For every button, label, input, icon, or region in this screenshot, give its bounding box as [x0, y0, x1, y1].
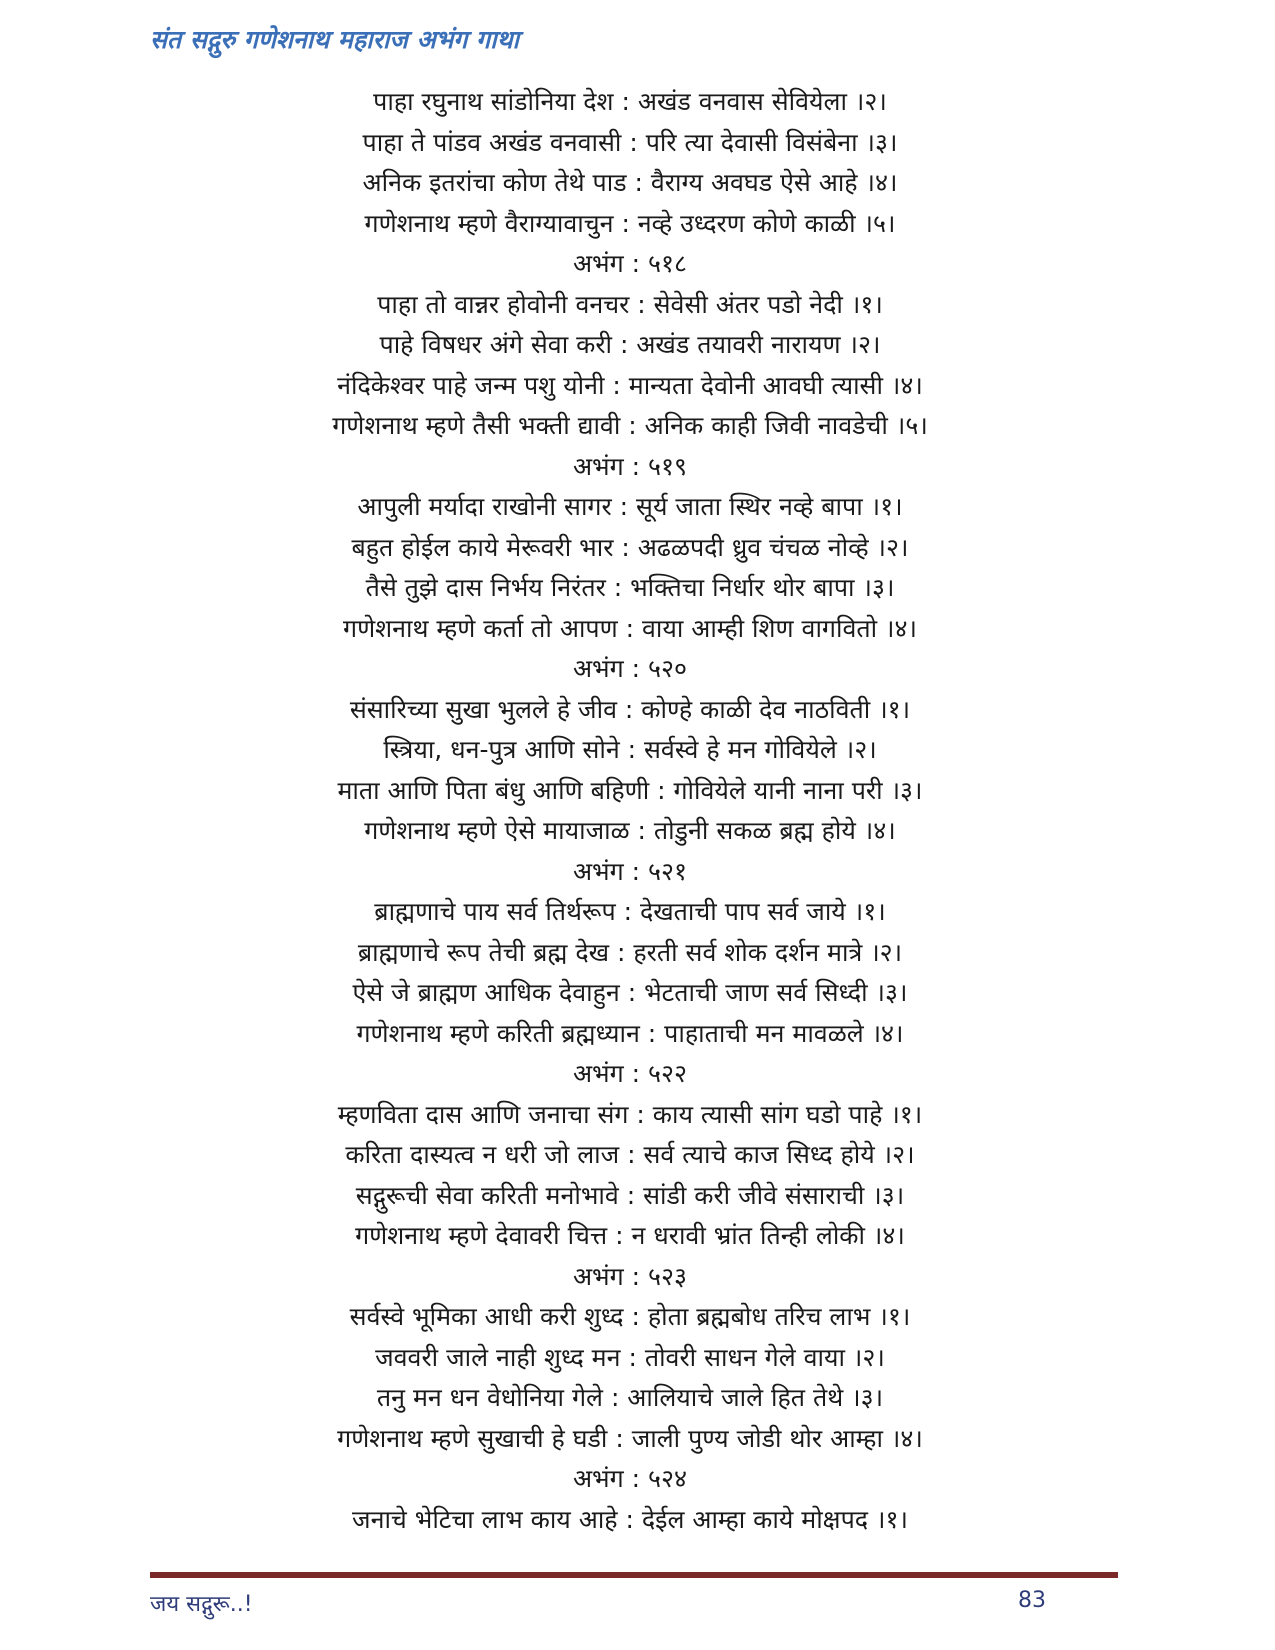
- verse-line: संसारिच्या सुखा भुलले हे जीव : कोण्हे काळी देव नाठविती ।१।: [349, 694, 911, 724]
- verse-line: जनाचे भेटिचा लाभ काय आहे : देईल आम्हा काये मोक्षपद ।१।: [352, 1504, 908, 1534]
- verse-line: सर्वस्वे भूमिका आधी करी शुध्द : होता ब्रह्मबोध तरिच लाभ ।१।: [349, 1302, 911, 1331]
- verse-line: गणेशनाथ म्हणे देवावरी चित्त : न धरावी भ्रांत तिन्ही लोकी ।४।: [355, 1221, 905, 1250]
- verse-line: सद्गुरूची सेवा करिती मनोभावे : सांडी करी जीवे संसाराची ।३।: [355, 1180, 905, 1210]
- verse-line: म्हणविता दास आणि जनाचा संग : काय त्यासी सांग घडो पाहे ।१।: [337, 1099, 923, 1129]
- verse-line: गणेशनाथ म्हणे करिती ब्रह्मध्यान : पाहाताची मन मावळले ।४।: [356, 1018, 904, 1048]
- abhang-heading: अभंग : ५१८: [572, 249, 688, 278]
- verse-line: गणेशनाथ म्हणे कर्ता तो आपण : वाया आम्ही शिण वागवितो ।४।: [343, 613, 917, 643]
- verse-line: अनिक इतरांचा कोण तेथे पाड : वैराग्य अवघड ऐसे आहे ।४।: [362, 168, 898, 197]
- verse-line: गणेशनाथ म्हणे वैराग्यावाचुन : नव्हे उध्दरण कोणे काळी ।५।: [364, 208, 896, 238]
- verse-line: तैसे तुझे दास निर्भय निरंतर : भक्तिचा निर्धार थोर बापा ।३।: [365, 573, 895, 602]
- verse-line: नंदिकेश्वर पाहे जन्म पशु योनी : मान्यता देवोनी आवघी त्यासी ।४।: [337, 370, 923, 400]
- verse-line: बहुत होईल काये मेरूवरी भार : अढळपदी ध्रुव चंचळ नोव्हे ।२।: [351, 532, 909, 562]
- verse-line: गणेशनाथ म्हणे ऐसे मायाजाळ : तोडुनी सकळ ब्रह्म होये ।४।: [364, 816, 896, 845]
- verse-line: स्त्रिया, धन-पुत्र आणि सोने : सर्वस्वे हे मन गोवियेले ।२।: [383, 735, 877, 764]
- abhang-heading: अभंग : ५२०: [572, 654, 688, 683]
- verse-line: आपुली मर्यादा राखोनी सागर : सूर्य जाता स्थिर नव्हे बापा ।१।: [357, 492, 903, 521]
- page-number: 83: [1018, 1588, 1046, 1613]
- verse-line: ब्राह्मणाचे पाय सर्व तिर्थरूप : देखताची पाप सर्व जाये ।१।: [374, 897, 886, 926]
- abhang-heading: अभंग : ५१९: [572, 451, 688, 481]
- verse-line: गणेशनाथ म्हणे सुखाची हे घडी : जाली पुण्य जोडी थोर आम्हा ।४।: [337, 1423, 923, 1453]
- verse-line: पाहा ते पांडव अखंड वनवासी : परि त्या देवासी विसंबेना ।३।: [362, 127, 898, 157]
- verse-line: ब्राह्मणाचे रूप तेची ब्रह्म देख : हरती सर्व शोक दर्शन मात्रे ।२।: [357, 937, 903, 967]
- verse-line: पाहा तो वान्नर होवोनी वनचर : सेवेसी अंतर पडो नेदी ।१।: [377, 289, 883, 319]
- verse-line: माता आणि पिता बंधु आणि बहिणी : गोवियेले यानी नाना परी ।३।: [337, 775, 923, 805]
- verse-line: पाहा रघुनाथ सांडोनिया देश : अखंड वनवास सेवियेला ।२।: [373, 87, 887, 116]
- abhang-heading: अभंग : ५२१: [572, 856, 688, 886]
- abhang-text-block: [150, 82, 1110, 1540]
- footer-divider: [150, 1572, 1118, 1578]
- footer-text: जय सद्गुरू..!: [150, 1592, 253, 1617]
- abhang-heading: अभंग : ५२२: [572, 1059, 688, 1088]
- abhang-heading: अभंग : ५२४: [572, 1464, 688, 1493]
- page-header-title: संत सद्गुरु गणेशनाथ महाराज अभंग गाथा: [150, 25, 520, 54]
- verse-line: तनु मन धन वेधोनिया गेले : आलियाचे जाले हित तेथे ।३।: [376, 1383, 884, 1412]
- verse-line: जववरी जाले नाही शुध्द मन : तोवरी साधन गेले वाया ।२।: [375, 1342, 885, 1372]
- abhang-heading: अभंग : ५२३: [572, 1261, 688, 1291]
- verse-line: ऐसे जे ब्राह्मण आधिक देवाहुन : भेटताची जाण सर्व सिध्दी ।३।: [352, 978, 908, 1007]
- verse-line: गणेशनाथ म्हणे तैसी भक्ती द्यावी : अनिक काही जिवी नावडेची ।५।: [332, 411, 928, 440]
- verse-line: पाहे विषधर अंगे सेवा करी : अखंड तयावरी नारायण ।२।: [379, 330, 881, 359]
- verse-line: करिता दास्यत्व न धरी जो लाज : सर्व त्याचे काज सिध्द होये ।२।: [345, 1140, 915, 1169]
